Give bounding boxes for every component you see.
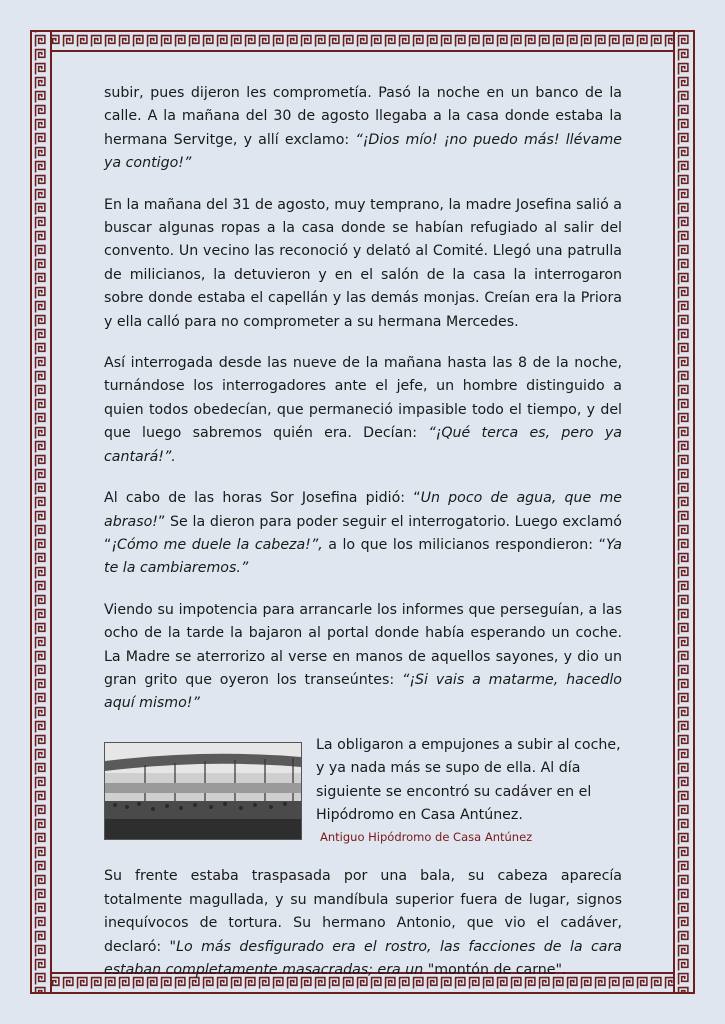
greek-key-border-top [30, 30, 695, 52]
greek-key-border-left [30, 30, 52, 994]
hippodrome-photo [104, 742, 302, 840]
photo-caption: Antiguo Hipódromo de Casa Antúnez [320, 830, 533, 845]
paragraph-5: Viendo su impotencia para arrancarle los informes que perseguían, a las ocho de la tarde la bajaron al portal donde había esperando un coche. La Madre se aterrorizo al verse en manos de aquellos sayones, y dio un gran grito que oyeron los transeúntes: “¡Si vais a matarme, hacedlo aquí mismo!” [104, 601, 622, 712]
paragraph-3: Así interrogada desde las nueve de la mañana hasta las 8 de la noche, turnándose los interrogadores ante el jefe, un hombre distinguido a quien todos obedecían, que permaneció impasible todo el tiempo, y del que luego sabremos quién era. Decían: “¡Qué terca es, pero ya cantará!”. [104, 355, 622, 465]
paragraph-4: Al cabo de las horas Sor Josefina pidió: “Un poco de agua, que me abraso!” Se la dieron para poder seguir el interrogatorio. Luego exclamó “¡Cómo me duele la cabeza!”, a lo que los milicianos respondieron: “Ya te la cambiaremos.” [104, 490, 623, 577]
figure-row [104, 734, 622, 846]
greek-key-border-right [673, 30, 695, 994]
figure-text [316, 734, 622, 846]
paragraph-2: En la mañana del 31 de agosto, muy temprano, la madre Josefina salió a buscar algunas ropas a la casa donde se habían refugiado al salir del convento. Un vecino las reconoció y delató al Comité. Llegó una patrulla de milicianos, la detuvieron y en el salón de la casa la interrogaron sobre donde estaba el capellán y las demás monjas. Creían era la Priora y ella calló para no comprometer a su hermana Mercedes. [104, 196, 622, 330]
document-body [104, 82, 622, 1000]
paragraph-1: subir, pues dijeron les comprometía. Pasó la noche en un banco de la calle. A la mañana del 30 de agosto llegaba a la casa donde estaba la hermana Servitge, y allí exclamo: “¡Dios mío! ¡no puedo más! llévame ya contigo!” [104, 85, 622, 172]
paragraph-7: Su frente estaba traspasada por una bala, su cabeza aparecía totalmente magullada, y su mandíbula superior fuera de lugar, signos inequívocos de tortura. Su hermano Antonio, que vio el cadáver, declaró: "Lo más desfigurado era el rostro, las facciones de la cara estaban completamente masacradas; era un "montón de carne". [104, 868, 623, 978]
paragraph-6: La obligaron a empujones a subir al coche, y ya nada más se supo de ella. Al día siguiente se encontró su cadáver en el Hipódromo en Casa Antúnez. [316, 736, 621, 823]
